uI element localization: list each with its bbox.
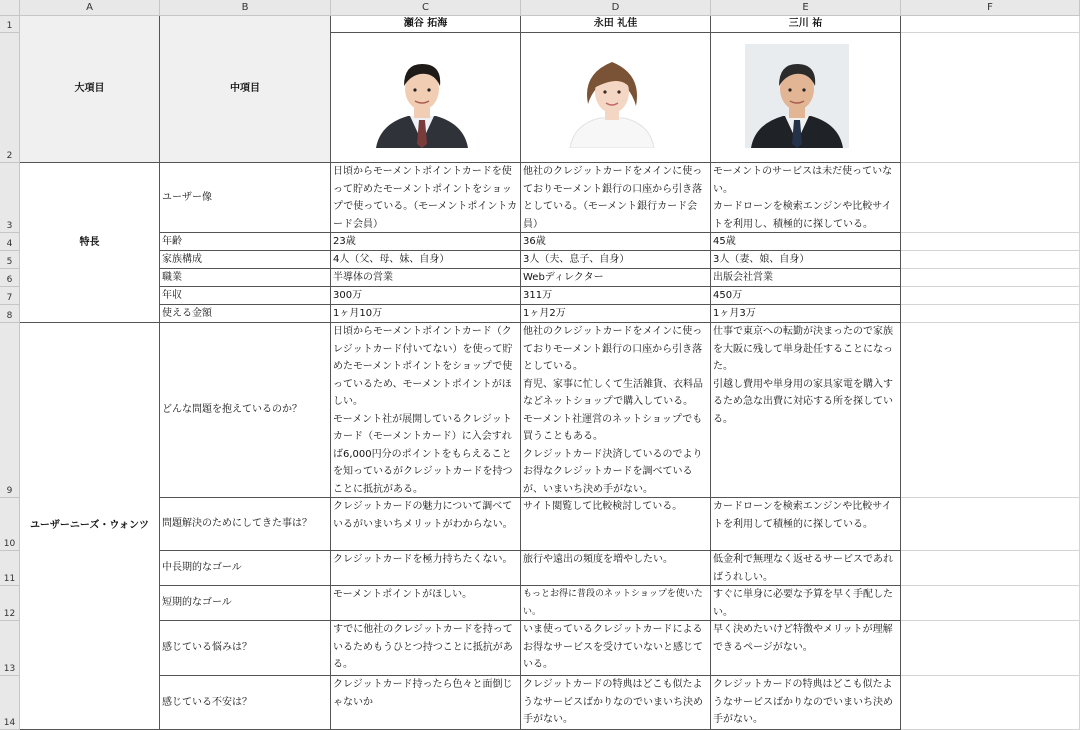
feature-value-1-3-text: モーメントのサービスは未だ使っていない。 カードローンを検索エンジンや比較サイトを利用し、積極的に探している。 (713, 166, 893, 230)
need-label-4[interactable] (160, 586, 331, 621)
cell-f3[interactable] (901, 163, 1080, 233)
feature-value-4-2[interactable] (521, 269, 711, 287)
need-value-6-3[interactable] (711, 676, 901, 730)
feature-label-5-text: 年収 (162, 289, 182, 301)
row-header-8[interactable]: 8 (0, 305, 20, 323)
feature-value-2-3-text: 45歳 (713, 236, 736, 247)
need-value-5-1[interactable] (331, 621, 521, 676)
cell-f4[interactable] (901, 233, 1080, 251)
feature-value-3-2-text: 3人（夫、息子、自身） (523, 254, 630, 265)
feature-value-6-2[interactable] (521, 305, 711, 323)
section-needs-text: ユーザーニーズ・ウォンツ (29, 520, 150, 532)
person-name-2-text: 永田 礼佳 (593, 18, 638, 30)
feature-value-4-1[interactable] (331, 269, 521, 287)
feature-value-3-1[interactable] (331, 251, 521, 269)
need-label-1-text: どんな問題を抱えているのか？ (162, 404, 302, 416)
need-value-3-3-text: 低金利で無理なく返せるサービスであればうれしい。 (713, 554, 893, 583)
row-header-7[interactable]: 7 (0, 287, 20, 305)
need-value-3-1[interactable] (331, 551, 521, 586)
feature-value-1-1-text: 日頃からモーメントポイントカードを使って貯めたモーメントポイントをショップで使っている。（モーメントポイントカード会員） (333, 166, 518, 230)
feature-value-5-2[interactable] (521, 287, 711, 305)
feature-value-4-2-text: Webディレクター (523, 272, 604, 283)
need-value-6-1-text: クレジットカード持ったら色々と面倒じゃないか (333, 679, 513, 708)
column-header-a[interactable]: A (20, 0, 160, 16)
need-value-4-3-text: すぐに単身に必要な予算を早く手配したい。 (713, 589, 893, 618)
feature-value-1-2[interactable] (521, 163, 711, 233)
need-label-5[interactable] (160, 621, 331, 676)
feature-label-5[interactable] (160, 287, 331, 305)
need-value-2-1[interactable] (331, 498, 521, 551)
row-header-11[interactable]: 11 (0, 551, 20, 586)
need-value-2-2-text: サイト閲覧して比較検討している。 (523, 501, 683, 512)
feature-value-2-2-text: 36歳 (523, 236, 546, 247)
need-label-5-text: 感じている悩みは？ (162, 642, 252, 654)
need-value-5-2[interactable] (521, 621, 711, 676)
row-header-9[interactable]: 9 (0, 323, 20, 498)
row-header-6[interactable]: 6 (0, 269, 20, 287)
column-header-e[interactable]: E (711, 0, 901, 16)
need-value-3-1-text: クレジットカードを極力持ちたくない。 (333, 554, 513, 565)
feature-value-3-2[interactable] (521, 251, 711, 269)
person-photo-1 (370, 44, 474, 148)
cell-f13[interactable] (901, 621, 1080, 676)
person-photo-3 (745, 44, 849, 148)
row-header-4[interactable]: 4 (0, 233, 20, 251)
cell-f10[interactable] (901, 498, 1080, 551)
need-value-1-1-text: 日頃からモーメントポイントカード（クレジットカード付いてない）を使って貯めたモーメントポイントをショップで使っているため、モーメントポイントがほしい。 モーメント社が展開しているクレジットカード（モーメントカード）に入会すれば6,000円分のポイントをもらえることを知っているがクレジットカードを持つことに抵抗がある。 (333, 326, 513, 495)
header-middle-category-text: 中項目 (230, 83, 260, 95)
person-name-3[interactable] (711, 16, 901, 33)
feature-label-2-text: 年齢 (162, 235, 182, 247)
column-header-c[interactable]: C (331, 0, 521, 16)
cell-f9[interactable] (901, 323, 1080, 498)
feature-label-4-text: 職業 (162, 271, 182, 283)
section-needs[interactable] (20, 323, 160, 730)
need-value-4-2[interactable] (521, 586, 711, 621)
cell-f1[interactable] (901, 16, 1080, 33)
section-features-text: 特長 (79, 236, 100, 248)
need-value-5-3[interactable] (711, 621, 901, 676)
cell-f11[interactable] (901, 551, 1080, 586)
need-value-2-3-text: カードローンを検索エンジンや比較サイトを利用して積極的に探している。 (713, 501, 892, 530)
need-value-4-1[interactable] (331, 586, 521, 621)
need-label-6[interactable] (160, 676, 331, 730)
column-header-f[interactable]: F (901, 0, 1080, 16)
feature-value-6-2-text: 1ヶ月2万 (523, 308, 566, 319)
need-value-6-2-text: クレジットカードの特典はどこも似たようなサービスばかりなのでいまいち決め手がない。 (523, 679, 703, 725)
row-header-1[interactable]: 1 (0, 16, 20, 33)
person-name-1-text: 瀬谷 拓海 (403, 18, 448, 30)
need-value-1-3[interactable] (711, 323, 901, 498)
row-header-13[interactable]: 13 (0, 621, 20, 676)
column-header-d[interactable]: D (521, 0, 711, 16)
need-value-5-1-text: すでに他社のクレジットカードを持っているためもうひとつ持つことに抵抗がある。 (333, 624, 513, 670)
feature-value-4-3-text: 出版会社営業 (713, 272, 773, 283)
row-header-5[interactable]: 5 (0, 251, 20, 269)
need-value-1-2[interactable] (521, 323, 711, 498)
need-value-6-1[interactable] (331, 676, 521, 730)
feature-value-5-3[interactable] (711, 287, 901, 305)
feature-label-1-text: ユーザー像 (162, 191, 212, 203)
feature-value-2-2[interactable] (521, 233, 711, 251)
feature-value-5-1[interactable] (331, 287, 521, 305)
need-label-6-text: 感じている不安は？ (162, 696, 252, 708)
need-value-6-2[interactable] (521, 676, 711, 730)
header-major-category-text: 大項目 (74, 83, 105, 95)
feature-label-3[interactable] (160, 251, 331, 269)
row-header-10[interactable]: 10 (0, 498, 20, 551)
cell-f6[interactable] (901, 269, 1080, 287)
need-value-3-2[interactable] (521, 551, 711, 586)
need-value-4-1-text: モーメントポイントがほしい。 (333, 589, 473, 600)
need-value-5-2-text: いま使っているクレジットカードによるお得なサービスを受けていないと感じている。 (523, 624, 703, 670)
feature-label-6-text: 使える金額 (162, 307, 212, 319)
need-value-1-3-text: 仕事で東京への転勤が決まったので家族を大阪に残して単身赴任することになった。 引越し費用や単身用の家具家電を購入するため急な出費に対応する所を探している。 (713, 326, 893, 425)
need-label-2[interactable] (160, 498, 331, 551)
cell-f12[interactable] (901, 586, 1080, 621)
cell-f14[interactable] (901, 676, 1080, 730)
need-value-6-3-text: クレジットカードの特典はどこも似たようなサービスばかりなのでいまいち決め手がない。 (713, 679, 893, 725)
feature-label-4[interactable] (160, 269, 331, 287)
person-name-3-text: 三川 祐 (788, 18, 823, 30)
row-header-2[interactable]: 2 (0, 33, 20, 163)
feature-value-1-1[interactable] (331, 163, 521, 233)
feature-value-2-1[interactable] (331, 233, 521, 251)
need-label-3-text: 中長期的なゴール (162, 562, 242, 574)
feature-label-6[interactable] (160, 305, 331, 323)
feature-value-3-3-text: 3人（妻、娘、自身） (713, 254, 810, 265)
person-photo-2 (560, 44, 664, 148)
feature-value-3-3[interactable] (711, 251, 901, 269)
need-label-3[interactable] (160, 551, 331, 586)
need-value-4-2-text: もっとお得に普段のネットショップを使いたい。 (523, 589, 703, 617)
feature-value-2-3[interactable] (711, 233, 901, 251)
need-value-2-1-text: クレジットカードの魅力について調べているがいまいちメリットがわからない。 (333, 501, 513, 530)
select-all-corner[interactable] (0, 0, 20, 16)
cell-f8[interactable] (901, 305, 1080, 323)
cell-f7[interactable] (901, 287, 1080, 305)
need-label-4-text: 短期的なゴール (162, 597, 232, 609)
need-label-2-text: 問題解決のためにしてきた事は？ (162, 518, 312, 530)
need-value-2-3[interactable] (711, 498, 901, 551)
feature-value-1-3[interactable] (711, 163, 901, 233)
need-value-1-1[interactable] (331, 323, 521, 498)
feature-label-3-text: 家族構成 (162, 253, 202, 265)
feature-value-5-2-text: 311万 (523, 290, 553, 301)
feature-value-6-1-text: 1ヶ月10万 (333, 308, 383, 319)
feature-label-1[interactable] (160, 163, 331, 233)
feature-value-4-1-text: 半導体の営業 (333, 272, 393, 283)
need-value-3-3[interactable] (711, 551, 901, 586)
feature-value-3-1-text: 4人（父、母、妹、自身） (333, 254, 450, 265)
need-value-3-2-text: 旅行や遠出の頻度を増やしたい。 (523, 554, 673, 565)
need-value-2-2[interactable] (521, 498, 711, 551)
row-header-3[interactable]: 3 (0, 163, 20, 233)
need-label-1[interactable] (160, 323, 331, 498)
feature-value-4-3[interactable] (711, 269, 901, 287)
person-name-1[interactable] (331, 16, 521, 33)
column-header-b[interactable]: B (160, 0, 331, 16)
feature-value-6-3[interactable] (711, 305, 901, 323)
need-value-1-2-text: 他社のクレジットカードをメインに使っておりモーメント銀行の口座から引き落としている。 育児、家事に忙しくて生活雑貨、衣料品などネットショップで購入している。 モーメント社運営のネットショップでも買うこともある。 クレジットカード決済しているのでよりお得なクレジットカードを調べているが、いまいち決め手がない。 (523, 326, 703, 495)
feature-value-1-2-text: 他社のクレジットカードをメインに使っておりモーメント銀行の口座から引き落としている。（モーメント銀行カード会員） (523, 166, 703, 230)
need-value-4-3[interactable] (711, 586, 901, 621)
cell-f2[interactable] (901, 33, 1080, 163)
row-header-12[interactable]: 12 (0, 586, 20, 621)
feature-value-2-1-text: 23歳 (333, 236, 356, 247)
feature-label-2[interactable] (160, 233, 331, 251)
feature-value-6-1[interactable] (331, 305, 521, 323)
section-features[interactable] (20, 163, 160, 323)
person-name-2[interactable] (521, 16, 711, 33)
feature-value-5-3-text: 450万 (713, 290, 743, 301)
row-header-14[interactable]: 14 (0, 676, 20, 730)
header-major-category[interactable] (20, 16, 160, 163)
need-value-5-3-text: 早く決めたいけど特徴やメリットが理解できるページがない。 (713, 624, 893, 653)
feature-value-5-1-text: 300万 (333, 290, 363, 301)
header-middle-category[interactable] (160, 16, 331, 163)
cell-f5[interactable] (901, 251, 1080, 269)
feature-value-6-3-text: 1ヶ月3万 (713, 308, 756, 319)
